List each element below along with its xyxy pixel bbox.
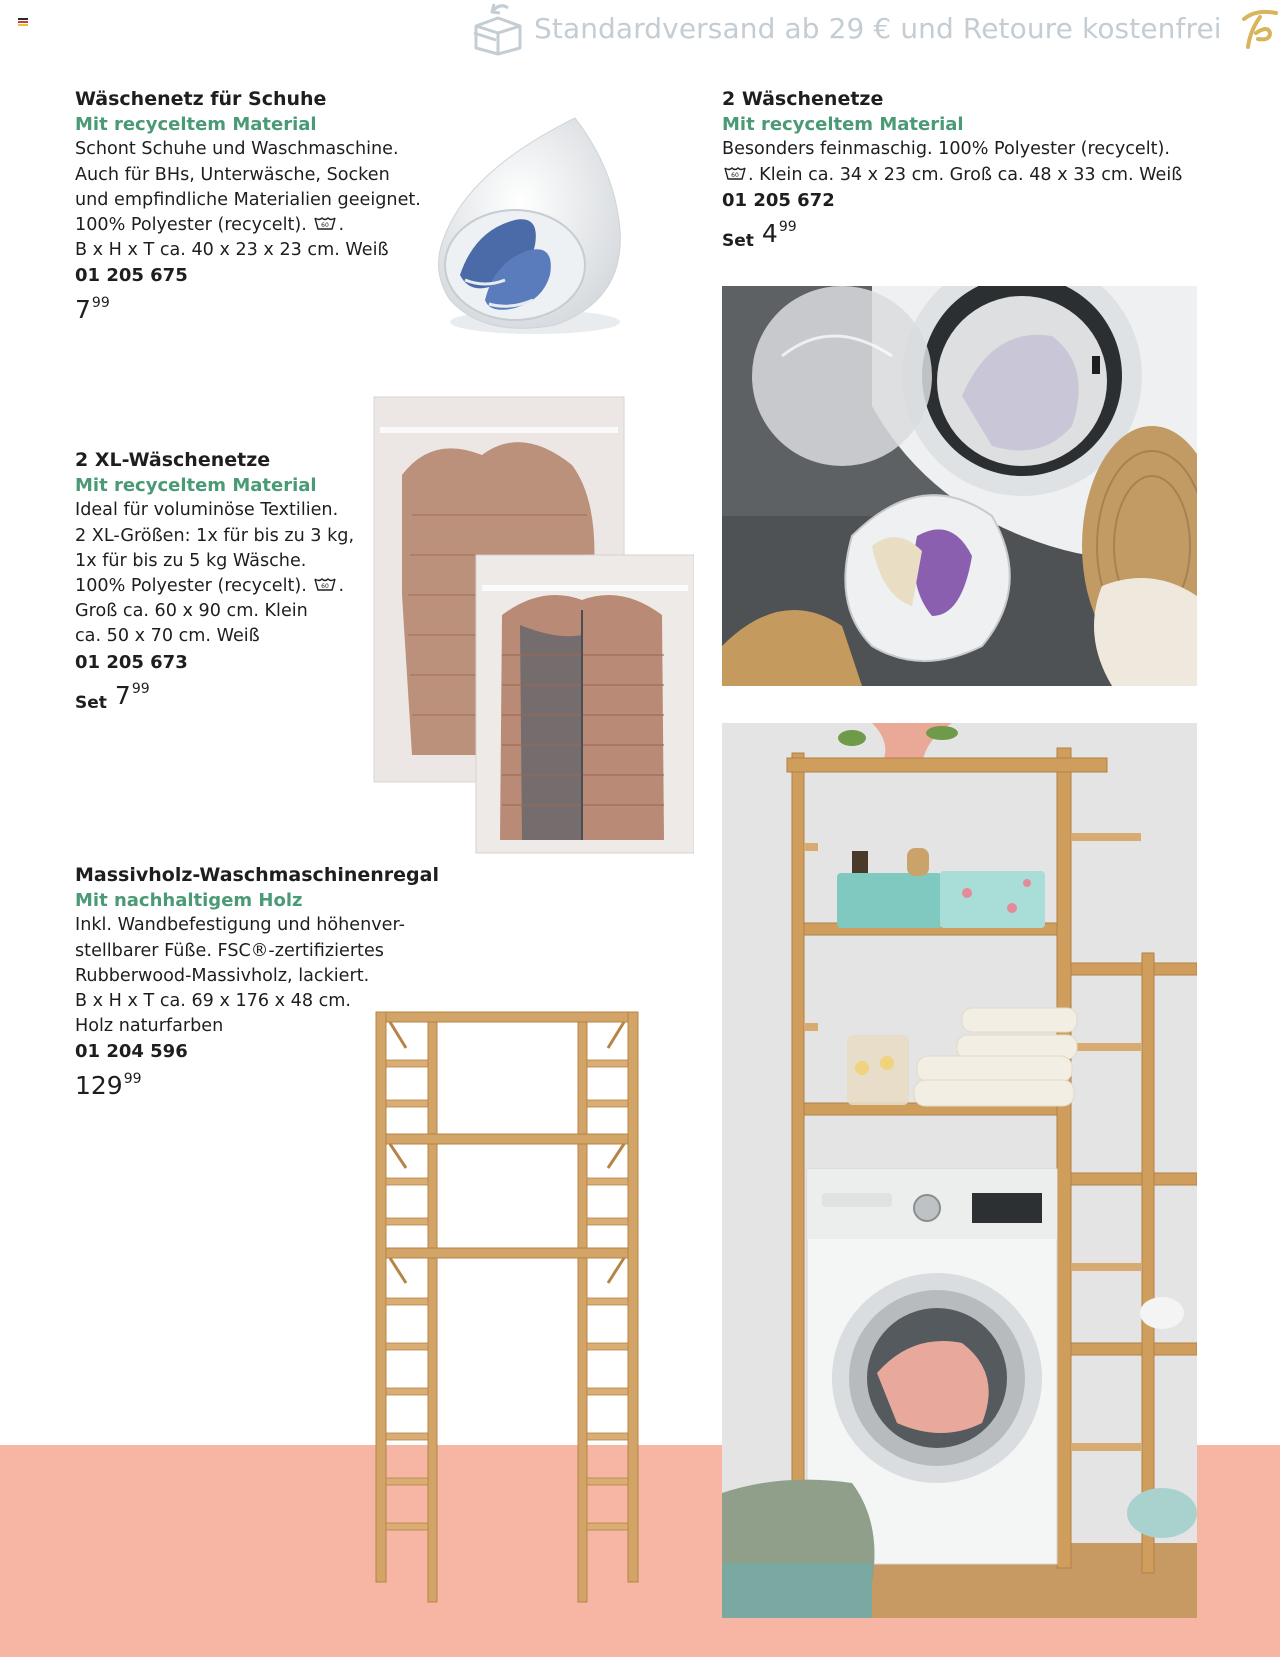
product-desc-line: 100% Polyester (recycelt). [75, 215, 307, 236]
wood-shelf-image [370, 1008, 645, 1613]
product-desc-line: Inkl. Wandbefestigung und höhenver- [75, 915, 405, 936]
product-sku: 01 205 673 [75, 651, 188, 673]
product-desc-line: und empfindliche Materialien geeignet. [75, 189, 421, 210]
product-sku: 01 205 675 [75, 265, 188, 287]
product-desc-line: 100% Polyester (recycelt). [75, 576, 307, 597]
wash-60-icon [314, 216, 336, 231]
product-subtitle: Mit recyceltem Material [75, 475, 317, 497]
product-desc-line: ca. 50 x 70 cm. Weiß [75, 626, 260, 647]
parcel-return-icon [470, 0, 526, 56]
price-main: 7 [114, 680, 131, 710]
wash-60-icon [724, 166, 746, 181]
svg-text:60: 60 [321, 583, 330, 591]
product-desc-line: Ideal für voluminöse Textilien. [75, 500, 339, 521]
product-subtitle: Mit nachhaltigem Holz [75, 890, 303, 912]
wash-60-icon [314, 577, 336, 592]
shelf-washer-image [722, 723, 1197, 1618]
price-main: 7 [75, 294, 91, 324]
product-title: Massivholz-Waschmaschinenregal [75, 864, 439, 886]
product-desc-line: 2 XL-Größen: 1x für bis zu 3 kg, [75, 525, 355, 546]
svg-text:60: 60 [321, 222, 330, 230]
flag-icon [18, 18, 28, 28]
product-price [75, 681, 354, 716]
product-two-nets [722, 87, 1182, 254]
product-desc-line: Rubberwood-Massivholz, lackiert. [75, 965, 370, 986]
product-xl-nets: 2 XL-Wäschenetze Mit recyceltem Material Ideal für voluminöse Textilien. 2 XL-Größen: 1x für bis zu 3 kg, 1x für bis zu 5 kg Wäsche. 100% Polyester (recycelt). 60 . Groß ca. 60 x 90 cm. Klein ca. 50 x 70 cm. Weiß 01 205 673 Set 7 99 [75, 448, 354, 716]
washing-nets-image [722, 286, 1197, 686]
product-subtitle: Mit recyceltem Material [75, 114, 317, 136]
svg-text:60: 60 [731, 171, 739, 179]
xl-nets-image [372, 395, 694, 855]
product-price [75, 295, 421, 325]
price-cents: 99 [131, 680, 150, 697]
product-sku: 01 205 672 [722, 189, 835, 211]
product-desc-line: . Klein ca. 34 x 23 cm. Groß ca. 48 x 33 cm. Weiß [748, 164, 1183, 185]
price-cents: 99 [123, 1070, 142, 1087]
product-desc-line: 1x für bis zu 5 kg Wäsche. [75, 550, 307, 571]
product-shoe-net: Wäschenetz für Schuhe Mit recyceltem Material Schont Schuhe und Waschmaschine. Auch für BHs, Unterwäsche, Socken und empfindliche Materialien geeignet. 100% Polyester (recycelt). 60 . B x H x T ca. 40 x 23 x 23 cm. Weiß 01 205 675 7 99 [75, 88, 421, 324]
price-prefix: Set [722, 231, 754, 252]
shipping-banner [470, 0, 1270, 56]
product-desc-line: B x H x T ca. 69 x 176 x 48 cm. [75, 991, 352, 1012]
brand-logo-icon [1236, 5, 1280, 51]
product-price [722, 219, 1182, 254]
product-desc-line: B x H x T ca. 40 x 23 x 23 cm. Weiß [75, 240, 389, 261]
shoe-net-image [425, 110, 645, 340]
product-title: 2 XL-Wäschenetze [75, 449, 271, 471]
product-desc-line: Schont Schuhe und Waschmaschine. [75, 139, 399, 160]
product-sku: 01 204 596 [75, 1041, 188, 1063]
price-cents: 99 [778, 219, 797, 236]
product-desc-line: stellbarer Füße. FSC®-zertifiziertes [75, 940, 384, 961]
price-main: 129 [75, 1070, 123, 1100]
product-desc-line: Auch für BHs, Unterwäsche, Socken [75, 164, 390, 185]
price-cents: 99 [91, 294, 110, 311]
product-title: Wäschenetz für Schuhe [75, 88, 327, 110]
price-prefix: Set [75, 692, 107, 713]
product-desc-line: Holz naturfarben [75, 1016, 224, 1037]
product-title: 2 Wäschenetze [722, 88, 884, 110]
price-main: 4 [761, 219, 778, 249]
banner-text: Standardversand ab 29 € und Retoure kostenfrei [534, 11, 1222, 45]
product-subtitle: Mit recyceltem Material [722, 114, 964, 136]
product-desc-line: Groß ca. 60 x 90 cm. Klein [75, 601, 308, 622]
product-desc-line: Besonders feinmaschig. 100% Polyester (recycelt). [722, 139, 1171, 160]
